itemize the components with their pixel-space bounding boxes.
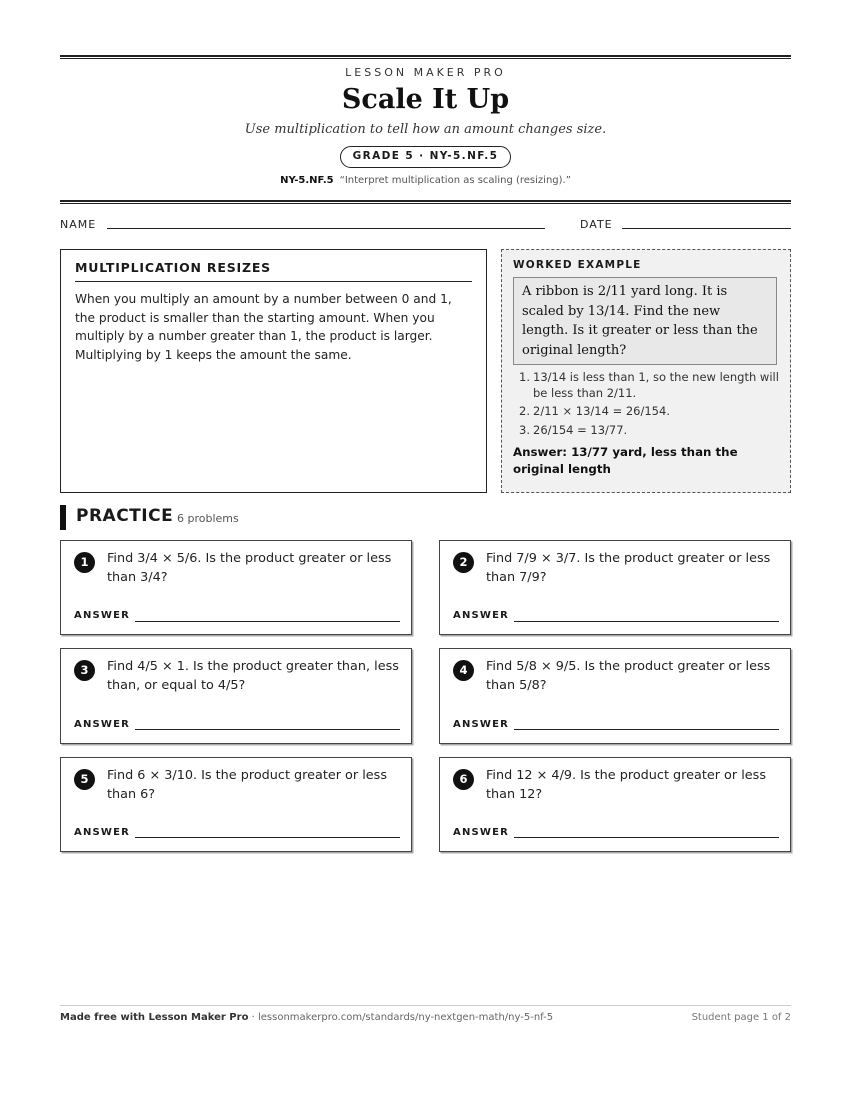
answer-line[interactable] <box>514 621 779 622</box>
footer-made-with: Made free with Lesson Maker Pro <box>60 1012 249 1023</box>
worked-step: 2. 2/11 × 13/14 = 26/154. <box>519 404 670 418</box>
grade-badge: GRADE 5 · NY-5.NF.5 <box>340 146 511 168</box>
problem-number-badge: 2 <box>453 552 474 573</box>
problem-card-5 <box>60 757 412 852</box>
worked-step: 3. 26/154 = 13/77. <box>519 422 628 437</box>
standard-line <box>60 175 791 186</box>
problem-card-2 <box>439 540 791 635</box>
problem-number-badge: 5 <box>74 769 95 790</box>
answer-label: ANSWER <box>74 610 131 621</box>
answer-label: ANSWER <box>453 719 510 730</box>
footer-rule <box>60 1005 791 1006</box>
problem-text: Find 6 × 3/10. Is the product greater or less than 6? <box>107 768 387 802</box>
problem-text: Find 7/9 × 3/7. Is the product greater or less than 7/9? <box>486 551 771 585</box>
answer-line[interactable] <box>135 729 400 730</box>
answer-line[interactable] <box>514 837 779 838</box>
concept-box <box>60 249 487 493</box>
problem-number-badge: 3 <box>74 660 95 681</box>
problem-card-6 <box>439 757 791 852</box>
concept-heading: MULTIPLICATION RESIZES <box>75 260 472 282</box>
problem-text: Find 4/5 × 1. Is the product greater than, less than, or equal to 4/5? <box>107 659 399 693</box>
problem-card-4 <box>439 648 791 744</box>
footer-credit <box>60 1012 553 1023</box>
problem-card-1 <box>60 540 412 635</box>
worked-example-heading: WORKED EXAMPLE <box>513 259 642 271</box>
answer-label: ANSWER <box>453 610 510 621</box>
date-field[interactable] <box>622 228 791 229</box>
name-field[interactable] <box>107 228 545 229</box>
problem-number-badge: 4 <box>453 660 474 681</box>
answer-label: ANSWER <box>74 827 131 838</box>
footer-url[interactable]: · lessonmakerpro.com/standards/ny-nextgen-math/ny-5-nf-5 <box>248 1012 554 1023</box>
standard-text: “Interpret multiplication as scaling (resizing).” <box>339 175 571 186</box>
problem-card-3 <box>60 648 412 744</box>
worked-example-box <box>501 249 791 493</box>
name-label: NAME <box>60 218 97 231</box>
page-subtitle: Use multiplication to tell how an amount changes size. <box>244 122 607 137</box>
worked-example-steps <box>513 370 779 438</box>
problem-text: Find 12 × 4/9. Is the product greater or less than 12? <box>486 768 766 802</box>
problem-text: Find 5/8 × 9/5. Is the product greater or less than 5/8? <box>486 659 771 693</box>
problem-text: Find 3/4 × 5/6. Is the product greater or less than 3/4? <box>107 551 392 585</box>
answer-label: ANSWER <box>74 719 131 730</box>
concept-body: When you multiply an amount by a number between 0 and 1, the product is smaller than the starting amount. When you multiply by a number greater than 1, the product is larger. Multiplying by 1 keeps the amount the same. <box>75 292 452 362</box>
worked-step: 1. 13/14 is less than 1, so the new length will be less than 2/11. <box>519 370 779 400</box>
practice-title: PRACTICE <box>76 506 174 526</box>
answer-line[interactable] <box>135 837 400 838</box>
problem-number-badge: 6 <box>453 769 474 790</box>
practice-count: 6 problems <box>177 512 239 525</box>
standard-code: NY-5.NF.5 <box>280 175 334 186</box>
header-bottom-rule <box>60 200 791 204</box>
answer-label: ANSWER <box>453 827 510 838</box>
worksheet-page <box>60 0 791 1100</box>
header-top-rule <box>60 55 791 59</box>
answer-line[interactable] <box>135 621 400 622</box>
problem-number-badge: 1 <box>74 552 95 573</box>
answer-line[interactable] <box>514 729 779 730</box>
worked-example-question: A ribbon is 2/11 yard long. It is scaled by 13/14. Find the new length. Is it greater or less than the original length? <box>513 277 777 365</box>
footer-page-number: Student page 1 of 2 <box>691 1012 791 1023</box>
date-label: DATE <box>580 218 613 231</box>
practice-accent-bar <box>60 505 66 530</box>
worked-example-answer: Answer: 13/77 yard, less than the original length <box>513 445 738 476</box>
page-title: Scale It Up <box>341 84 510 115</box>
brand-name: LESSON MAKER PRO <box>345 66 506 79</box>
